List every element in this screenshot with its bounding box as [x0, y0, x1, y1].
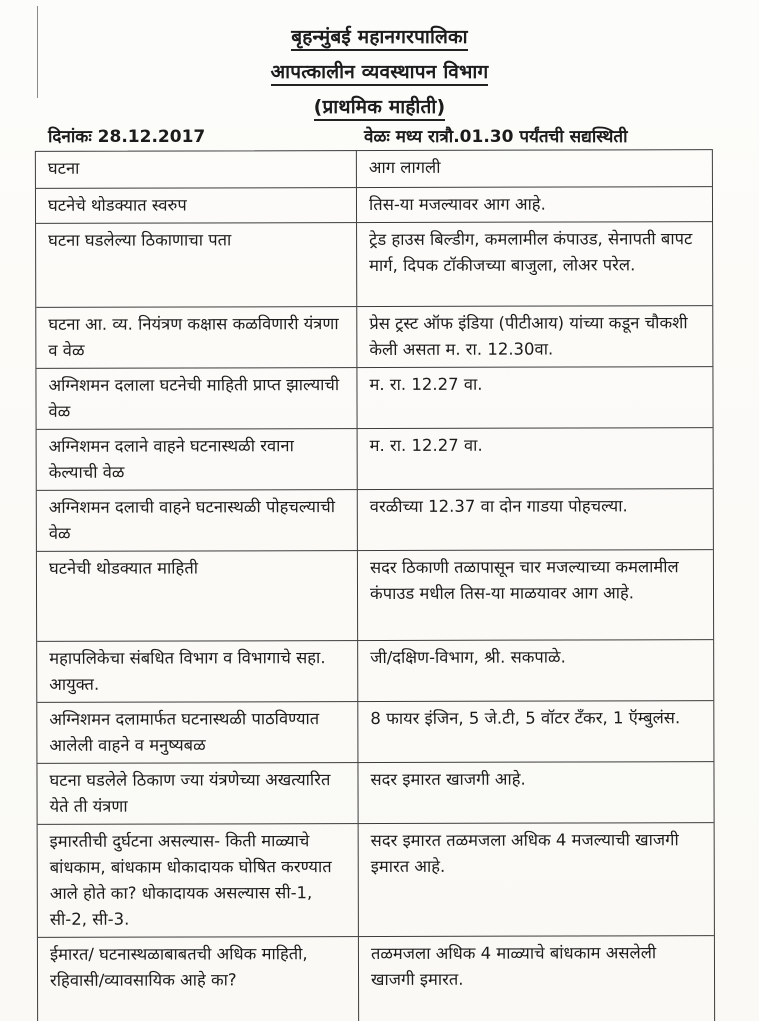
row-value: म. रा. 12.27 वा.: [369, 374, 483, 395]
document-subtitle: [0, 96, 759, 119]
row-label: इमारतीची दुर्घटना असल्यास- किती माळ्याचे बांधकाम, बांधकाम धोकादायक घोषित करण्यात आले होते का? धोकादायक असल्यास सी-1, सी-2, सी-3.: [38, 824, 359, 937]
row-value: 8 फायर इंजिन, 5 जे.टी, 5 वॉटर टँकर, 1 ऍम्बुलंस.: [370, 708, 681, 729]
table-row: [36, 306, 712, 369]
row-label: ईमारत/ घटनास्थळाबाबतची अधिक माहिती, रहिवासी/व्यावसायिक आहे का?: [38, 937, 359, 1021]
incident-report-table: [35, 149, 715, 1021]
row-value: आग लागली: [368, 157, 441, 178]
table-row: [37, 762, 713, 825]
row-label: अग्निशमन दलाची वाहने घटनास्थळी पोहचल्याची वेळ: [37, 490, 358, 551]
org-title: [0, 26, 759, 49]
table-row: [36, 367, 712, 430]
row-value: तळमजला अधिक 4 माळ्याचे बांधकाम असलेली खाजगी इमारत.: [370, 943, 657, 990]
table-row: [38, 936, 714, 1021]
row-label: घटना घडलेले ठिकाण ज्या यंत्रणेच्या अखत्यारित येते ती यंत्रणा: [37, 763, 358, 824]
table-row: [38, 823, 714, 938]
row-value: सदर इमारत खाजगी आहे.: [370, 769, 526, 790]
row-value: जी/दक्षिण-विभाग, श्री. सकपाळे.: [370, 647, 566, 668]
row-label: अग्निशमन दलाला घटनेची माहिती प्राप्त झाल्याची वेळ: [36, 368, 357, 429]
table-row: [36, 222, 712, 308]
table-row: [37, 701, 713, 764]
row-label: महापलिकेचा संबधित विभाग व विभागाचे सहा. आयुक्त.: [37, 641, 358, 702]
row-label: घटनेचे थोडक्यात स्वरुप: [36, 188, 357, 223]
table-row: [37, 489, 713, 552]
row-label: घटना आ. व्य. नियंत्रण कक्षास कळविणारी यंत्रणा व वेळ: [36, 307, 357, 368]
row-label: अग्निशमन दलामार्फत घटनास्थळी पाठविण्यात आलेली वाहने व मनुष्यबळ: [37, 702, 358, 763]
department-title-text: आपत्कालीन व्यवस्थापन विभाग: [271, 61, 489, 86]
row-value: प्रेस ट्रस्ट ऑफ इंडिया (पीटीआय) यांच्या कडून चौकशी केली असता म. रा. 12.30वा.: [369, 313, 688, 360]
row-value: सदर इमारत तळमजला अधिक 4 मजल्याची खाजगी इमारत आहे.: [370, 830, 679, 877]
row-value: तिस-या मजल्यावर आग आहे.: [368, 194, 546, 215]
row-value: म. रा. 12.27 वा.: [369, 435, 483, 456]
table-row: [37, 640, 713, 703]
org-title-text: बृहन्मुंबई महानगरपालिका: [291, 26, 468, 51]
time-label: वेळः मध्य रात्रौ.01.30 पर्यंतची सद्यस्थिती: [364, 127, 628, 147]
table-row: [37, 550, 713, 642]
table-row: [36, 187, 712, 224]
row-label: घटनेची थोडक्यात माहिती: [37, 551, 358, 641]
row-value: सदर ठिकाणी तळापासून चार मजल्याच्या कमलामील कंपाउड मधील तिस-या माळयावर आग आहे.: [369, 557, 679, 604]
row-label: घटना: [36, 151, 357, 188]
row-label: अग्निशमन दलाने वाहने घटनास्थळी रवाना केल्याची वेळ: [37, 429, 358, 490]
date-label: दिनांकः 28.12.2017: [48, 127, 206, 147]
row-value: ट्रेड हाउस बिल्डीग, कमलामील कंपाउड, सेनापती बापट मार्ग, दिपक टॉकीजच्या बाजुला, लोअर परेल.: [369, 229, 693, 276]
document-header: [0, 26, 759, 131]
table-row: [37, 428, 713, 491]
row-value: वरळीच्या 12.37 वा दोन गाडया पोहचल्या.: [369, 496, 628, 517]
meta-line: [36, 124, 712, 150]
row-label: घटना घडलेल्या ठिकाणाचा पता: [36, 223, 357, 307]
table-row: [36, 150, 712, 189]
department-title: [0, 61, 759, 84]
document-subtitle-text: (प्राथमिक माहीती): [314, 96, 446, 121]
